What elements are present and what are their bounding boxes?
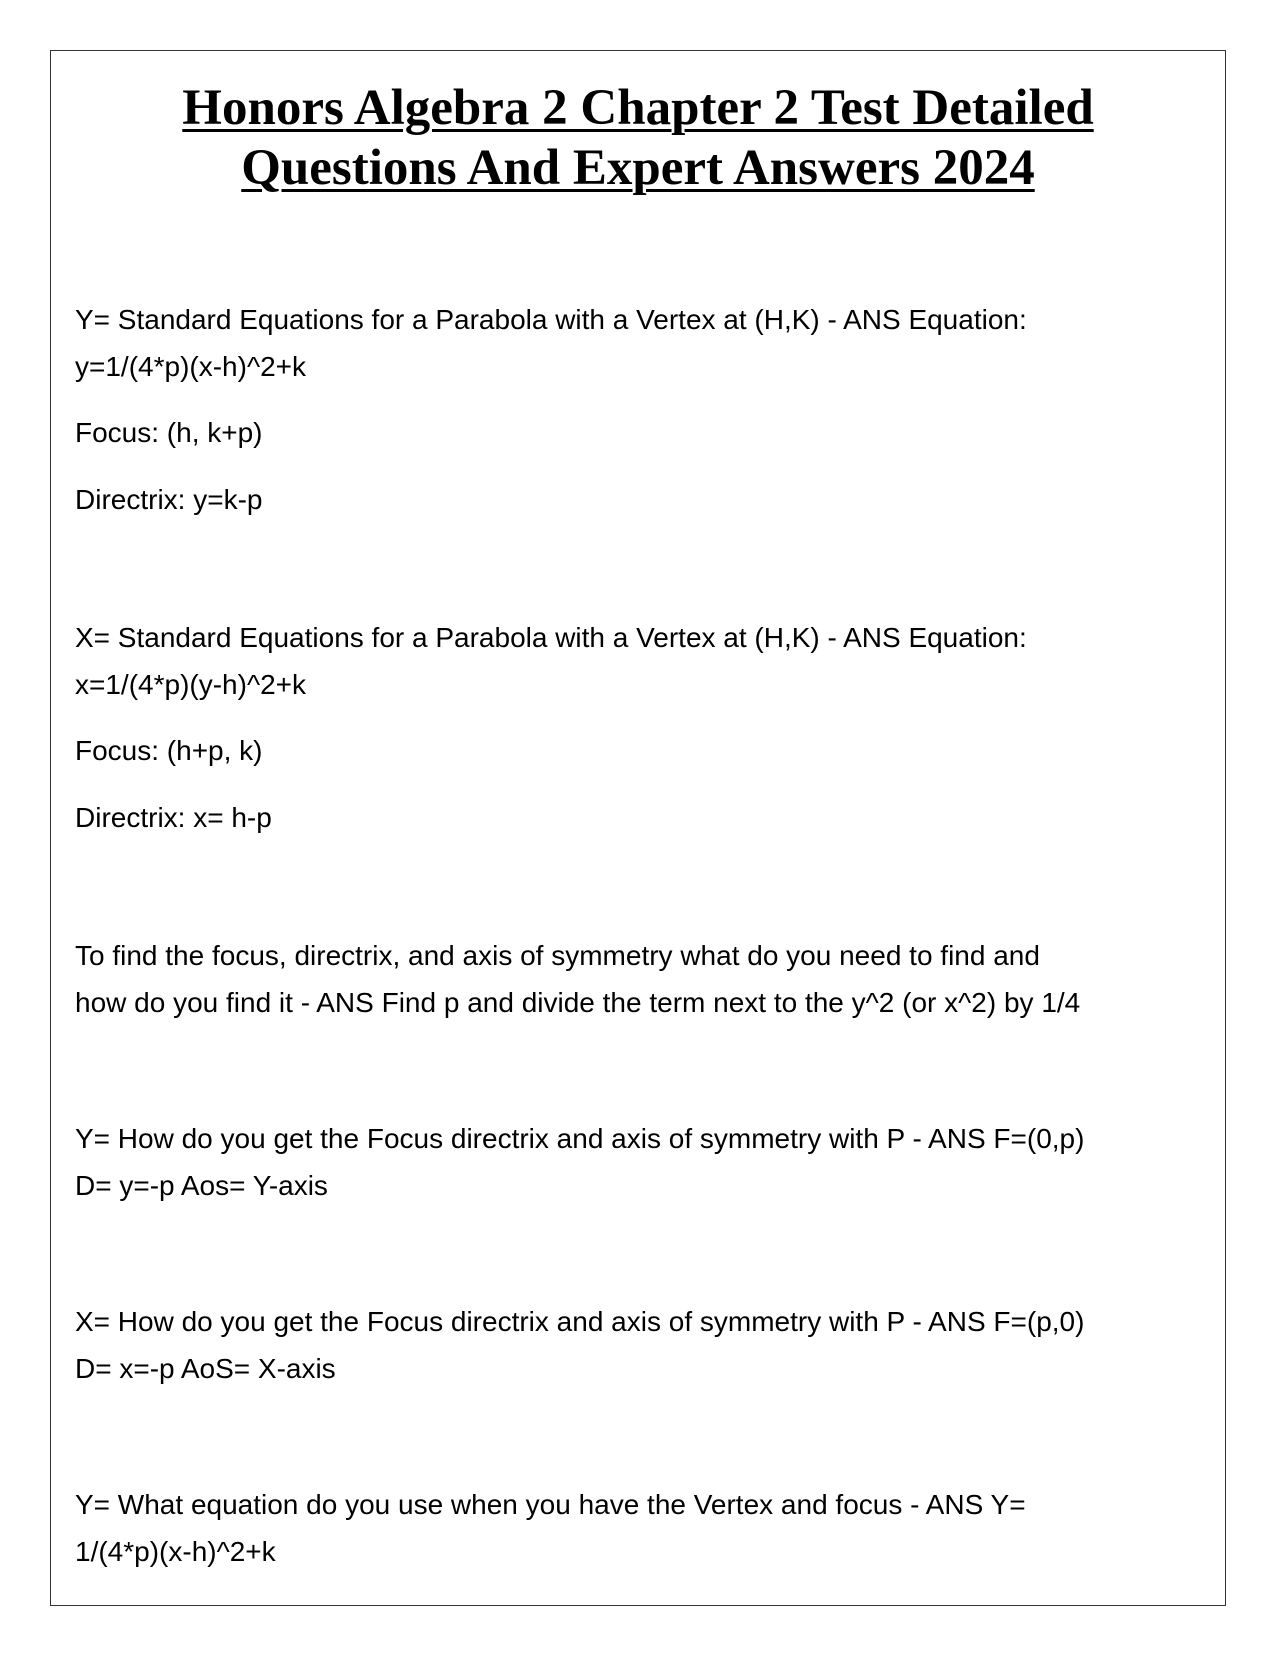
qa-1-answer: y=1/(4*p)(x-h)^2+k <box>75 351 306 382</box>
document-title <box>50 78 1226 198</box>
qa-6-question: Y= What equation do you use when you have the Vertex and focus - ANS Y= <box>75 1489 1026 1520</box>
qa-5-answer: D= x=-p AoS= X-axis <box>75 1353 336 1384</box>
qa-6-answer: 1/(4*p)(x-h)^2+k <box>75 1536 276 1567</box>
qa-1-directrix: Directrix: y=k-p <box>75 484 263 515</box>
qa-2-answer: x=1/(4*p)(y-h)^2+k <box>75 669 306 700</box>
qa-2-focus: Focus: (h+p, k) <box>75 735 263 766</box>
qa-2-question: X= Standard Equations for a Parabola with a Vertex at (H,K) - ANS Equation: <box>75 622 1027 653</box>
qa-4-answer: D= y=-p Aos= Y-axis <box>75 1170 328 1201</box>
qa-1-focus: Focus: (h, k+p) <box>75 417 263 448</box>
qa-3-question: To find the focus, directrix, and axis of symmetry what do you need to find and <box>75 940 1040 971</box>
qa-1-question: Y= Standard Equations for a Parabola with a Vertex at (H,K) - ANS Equation: <box>75 304 1027 335</box>
qa-3-answer: how do you find it - ANS Find p and divide the term next to the y^2 (or x^2) by 1/4 <box>75 987 1081 1018</box>
qa-4-question: Y= How do you get the Focus directrix and axis of symmetry with P - ANS F=(0,p) <box>75 1123 1085 1154</box>
title-line-2: Questions And Expert Answers 2024 <box>241 140 1035 196</box>
qa-2-directrix: Directrix: x= h-p <box>75 802 272 833</box>
title-line-1: Honors Algebra 2 Chapter 2 Test Detailed <box>182 80 1094 136</box>
qa-5-question: X= How do you get the Focus directrix and axis of symmetry with P - ANS F=(p,0) <box>75 1306 1085 1337</box>
